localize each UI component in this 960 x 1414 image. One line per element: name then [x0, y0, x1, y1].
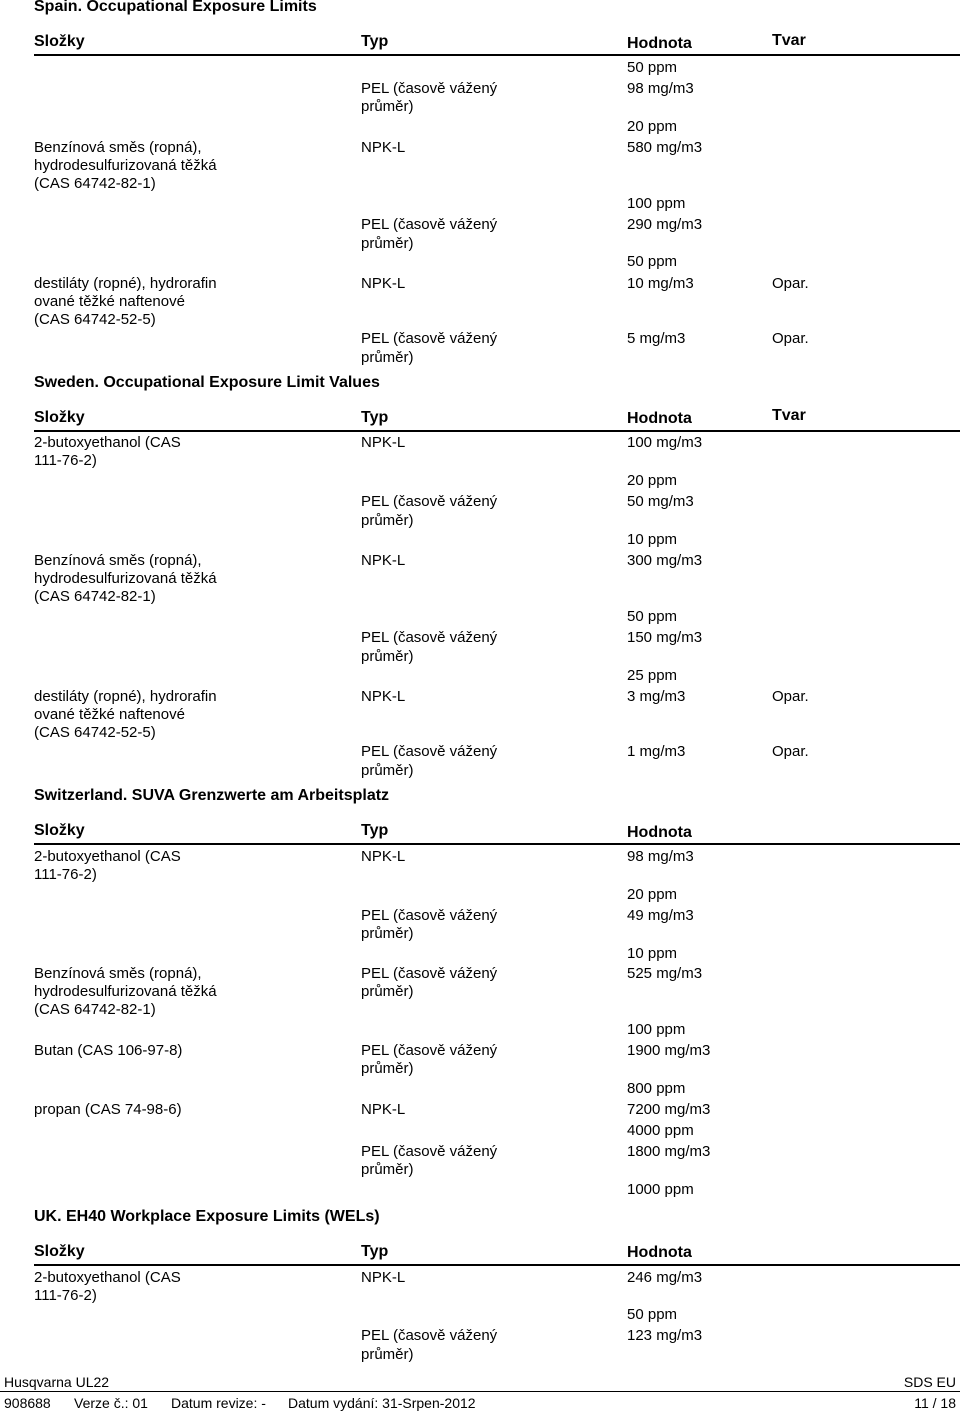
footer-revision-date: Datum revize: - — [171, 1395, 266, 1411]
type-cell: NPK-L — [361, 688, 406, 705]
type-cell: průměr) — [361, 1161, 414, 1178]
component-name: hydrodesulfurizovaná těžká — [34, 157, 217, 174]
component-cas: 111-76-2) — [34, 866, 97, 883]
component-name: Benzínová směs (ropná), — [34, 552, 202, 569]
type-cell: průměr) — [361, 349, 414, 366]
component-name: 2-butoxyethanol (CAS — [34, 848, 181, 865]
component-cas: 111-76-2) — [34, 452, 97, 469]
header-type: Typ — [361, 33, 389, 50]
component-name: Butan (CAS 106-97-8) — [34, 1042, 183, 1059]
value-cell: 10 ppm — [627, 945, 678, 962]
type-cell: průměr) — [361, 1060, 414, 1077]
type-cell: průměr) — [361, 983, 414, 1000]
header-form: Tvar — [772, 32, 806, 49]
footer-product: Husqvarna UL22 — [4, 1374, 110, 1390]
type-cell: NPK-L — [361, 848, 406, 865]
value-cell: 5 mg/m3 — [627, 330, 686, 347]
footer-version: Verze č.: 01 — [74, 1395, 148, 1411]
footer-sds: SDS EU — [903, 1374, 956, 1390]
header-form: Tvar — [772, 407, 806, 424]
header-rule — [34, 1264, 960, 1266]
component-name: hydrodesulfurizovaná těžká — [34, 570, 217, 587]
component-name: Benzínová směs (ropná), — [34, 965, 202, 982]
type-cell: průměr) — [361, 512, 414, 529]
value-cell: 100 ppm — [627, 1021, 686, 1038]
footer-issue-date: Datum vydání: 31-Srpen-2012 — [288, 1395, 476, 1411]
value-cell: 246 mg/m3 — [627, 1269, 703, 1286]
component-cas: (CAS 64742-82-1) — [34, 175, 156, 192]
value-cell: 10 mg/m3 — [627, 275, 694, 292]
value-cell: 1900 mg/m3 — [627, 1042, 711, 1059]
value-cell: 20 ppm — [627, 118, 678, 135]
value-cell: 800 ppm — [627, 1080, 686, 1097]
value-cell: 1 mg/m3 — [627, 743, 686, 760]
type-cell: PEL (časově vážený — [361, 493, 498, 510]
value-cell: 3 mg/m3 — [627, 688, 686, 705]
component-name: destiláty (ropné), hydrorafin — [34, 688, 217, 705]
value-cell: 50 mg/m3 — [627, 493, 694, 510]
type-cell: PEL (časově vážený — [361, 1327, 498, 1344]
type-cell: NPK-L — [361, 275, 406, 292]
type-cell: PEL (časově vážený — [361, 216, 498, 233]
component-name: hydrodesulfurizovaná těžká — [34, 983, 217, 1000]
header-rule — [34, 54, 960, 56]
value-cell: 10 ppm — [627, 531, 678, 548]
component-name: Benzínová směs (ropná), — [34, 139, 202, 156]
value-cell: 20 ppm — [627, 472, 678, 489]
value-cell: 50 ppm — [627, 59, 678, 76]
header-components: Složky — [34, 822, 85, 839]
value-cell: 7200 mg/m3 — [627, 1101, 711, 1118]
type-cell: průměr) — [361, 925, 414, 942]
type-cell: NPK-L — [361, 552, 406, 569]
value-cell: 100 ppm — [627, 195, 686, 212]
value-cell: 98 mg/m3 — [627, 80, 694, 97]
form-cell: Opar. — [772, 688, 809, 705]
header-rule — [34, 843, 960, 845]
section-title-switzerland: Switzerland. SUVA Grenzwerte am Arbeitsplatz — [34, 787, 390, 804]
component-cas: (CAS 64742-82-1) — [34, 588, 156, 605]
component-cas: 111-76-2) — [34, 1287, 97, 1304]
form-cell: Opar. — [772, 743, 809, 760]
value-cell: 20 ppm — [627, 886, 678, 903]
header-value: Hodnota — [627, 1244, 692, 1261]
value-cell: 580 mg/m3 — [627, 139, 703, 156]
component-cas: (CAS 64742-52-5) — [34, 311, 156, 328]
value-cell: 1000 ppm — [627, 1181, 694, 1198]
type-cell: PEL (časově vážený — [361, 80, 498, 97]
type-cell: PEL (časově vážený — [361, 965, 498, 982]
value-cell: 4000 ppm — [627, 1122, 694, 1139]
type-cell: průměr) — [361, 98, 414, 115]
value-cell: 300 mg/m3 — [627, 552, 703, 569]
component-name: ované těžké naftenové — [34, 293, 185, 310]
header-components: Složky — [34, 33, 85, 50]
header-value: Hodnota — [627, 824, 692, 841]
component-name: propan (CAS 74-98-6) — [34, 1101, 182, 1118]
type-cell: NPK-L — [361, 434, 406, 451]
header-value: Hodnota — [627, 35, 692, 52]
type-cell: PEL (časově vážený — [361, 907, 498, 924]
value-cell: 525 mg/m3 — [627, 965, 703, 982]
value-cell: 150 mg/m3 — [627, 629, 703, 646]
footer-rule — [0, 1391, 960, 1392]
type-cell: NPK-L — [361, 139, 406, 156]
header-type: Typ — [361, 822, 389, 839]
value-cell: 50 ppm — [627, 253, 678, 270]
section-title-spain: Spain. Occupational Exposure Limits — [34, 0, 317, 15]
type-cell: PEL (časově vážený — [361, 743, 498, 760]
header-value: Hodnota — [627, 410, 692, 427]
value-cell: 1800 mg/m3 — [627, 1143, 711, 1160]
section-title-uk: UK. EH40 Workplace Exposure Limits (WELs) — [34, 1208, 380, 1225]
type-cell: průměr) — [361, 235, 414, 252]
header-type: Typ — [361, 409, 389, 426]
header-rule — [34, 430, 960, 432]
form-cell: Opar. — [772, 275, 809, 292]
value-cell: 25 ppm — [627, 667, 678, 684]
section-title-sweden: Sweden. Occupational Exposure Limit Values — [34, 374, 380, 391]
component-name: 2-butoxyethanol (CAS — [34, 1269, 181, 1286]
component-name: destiláty (ropné), hydrorafin — [34, 275, 217, 292]
type-cell: PEL (časově vážený — [361, 1042, 498, 1059]
header-components: Složky — [34, 409, 85, 426]
value-cell: 290 mg/m3 — [627, 216, 703, 233]
component-cas: (CAS 64742-82-1) — [34, 1001, 156, 1018]
value-cell: 123 mg/m3 — [627, 1327, 703, 1344]
footer-page-number: 11 / 18 — [914, 1395, 956, 1411]
component-name: 2-butoxyethanol (CAS — [34, 434, 181, 451]
footer-code: 908688 — [4, 1395, 51, 1411]
value-cell: 98 mg/m3 — [627, 848, 694, 865]
component-cas: (CAS 64742-52-5) — [34, 724, 156, 741]
value-cell: 49 mg/m3 — [627, 907, 694, 924]
component-name: ované těžké naftenové — [34, 706, 185, 723]
type-cell: průměr) — [361, 648, 414, 665]
type-cell: NPK-L — [361, 1269, 406, 1286]
type-cell: NPK-L — [361, 1101, 406, 1118]
type-cell: PEL (časově vážený — [361, 1143, 498, 1160]
value-cell: 50 ppm — [627, 608, 678, 625]
header-components: Složky — [34, 1243, 85, 1260]
header-type: Typ — [361, 1243, 389, 1260]
form-cell: Opar. — [772, 330, 809, 347]
type-cell: průměr) — [361, 1346, 414, 1363]
value-cell: 100 mg/m3 — [627, 434, 703, 451]
type-cell: PEL (časově vážený — [361, 629, 498, 646]
type-cell: průměr) — [361, 762, 414, 779]
type-cell: PEL (časově vážený — [361, 330, 498, 347]
value-cell: 50 ppm — [627, 1306, 678, 1323]
